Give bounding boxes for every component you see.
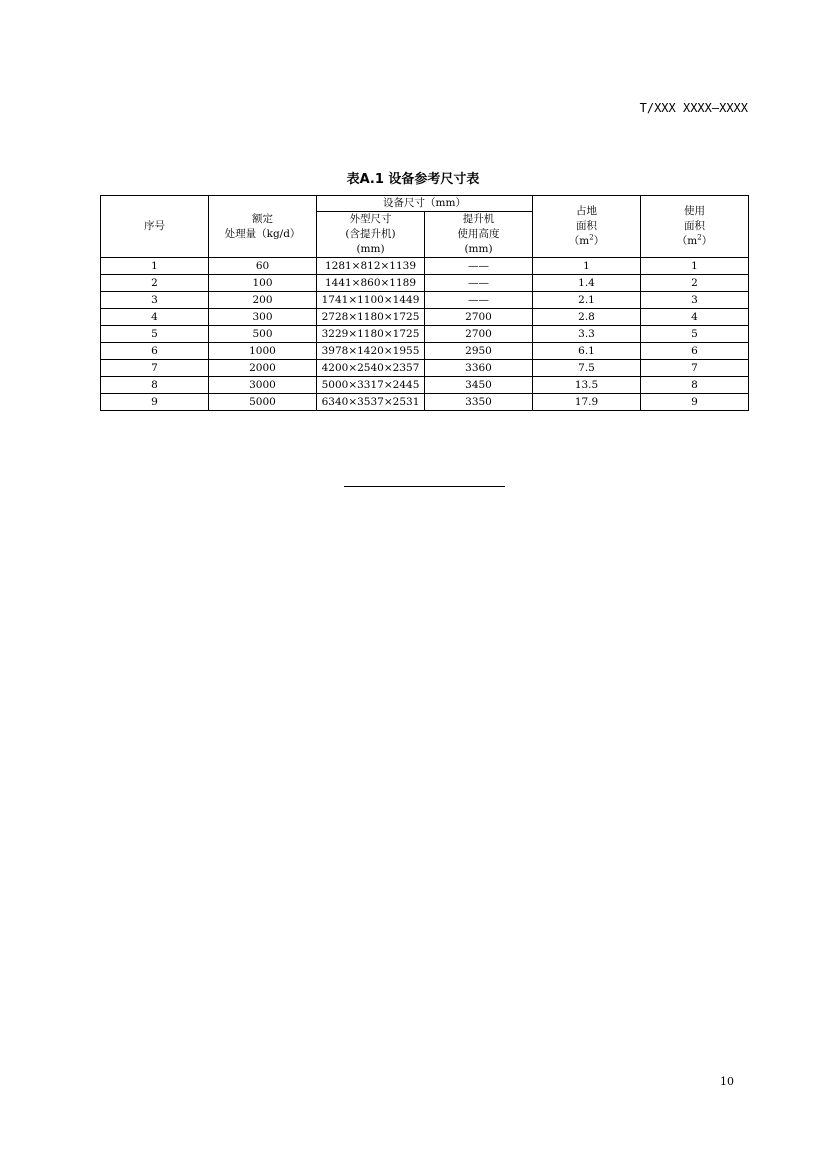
header-outer-dimensions: 外型尺寸 (含提升机) (mm) xyxy=(317,212,425,258)
table-row xyxy=(101,394,749,411)
cell-use: 6 xyxy=(641,343,749,360)
table-row xyxy=(101,292,749,309)
cell-outer: 4200×2540×2357 xyxy=(317,360,425,377)
header-row-1 xyxy=(101,196,749,212)
header-lift-height: 提升机 使用高度 (mm) xyxy=(425,212,533,258)
cell-floor: 1.4 xyxy=(533,275,641,292)
cell-seq: 2 xyxy=(101,275,209,292)
cell-lift: —— xyxy=(425,275,533,292)
cell-floor: 3.3 xyxy=(533,326,641,343)
cell-floor: 1 xyxy=(533,258,641,275)
cell-floor: 2.1 xyxy=(533,292,641,309)
cell-capacity: 5000 xyxy=(209,394,317,411)
cell-seq: 5 xyxy=(101,326,209,343)
cell-capacity: 3000 xyxy=(209,377,317,394)
cell-lift: 3360 xyxy=(425,360,533,377)
cell-floor: 13.5 xyxy=(533,377,641,394)
cell-lift: 2950 xyxy=(425,343,533,360)
cell-lift: 2700 xyxy=(425,309,533,326)
header-seq: 序号 xyxy=(101,196,209,258)
cell-lift: 3350 xyxy=(425,394,533,411)
cell-use: 3 xyxy=(641,292,749,309)
table-row xyxy=(101,360,749,377)
cell-capacity: 60 xyxy=(209,258,317,275)
cell-seq: 4 xyxy=(101,309,209,326)
cell-capacity: 2000 xyxy=(209,360,317,377)
cell-use: 4 xyxy=(641,309,749,326)
cell-seq: 9 xyxy=(101,394,209,411)
cell-outer: 1281×812×1139 xyxy=(317,258,425,275)
cell-use: 7 xyxy=(641,360,749,377)
cell-seq: 7 xyxy=(101,360,209,377)
cell-use: 8 xyxy=(641,377,749,394)
cell-seq: 8 xyxy=(101,377,209,394)
table-row xyxy=(101,326,749,343)
cell-outer: 1741×1100×1449 xyxy=(317,292,425,309)
table-title: 表A.1 设备参考尺寸表 xyxy=(346,172,480,187)
table-body xyxy=(101,258,749,411)
cell-outer: 2728×1180×1725 xyxy=(317,309,425,326)
cell-use: 9 xyxy=(641,394,749,411)
cell-capacity: 1000 xyxy=(209,343,317,360)
header-capacity: 额定 处理量（kg/d） xyxy=(209,196,317,258)
table-row xyxy=(101,309,749,326)
cell-lift: 3450 xyxy=(425,377,533,394)
cell-floor: 2.8 xyxy=(533,309,641,326)
header-dimension-group: 设备尺寸（mm） xyxy=(317,196,533,212)
cell-capacity: 500 xyxy=(209,326,317,343)
cell-seq: 3 xyxy=(101,292,209,309)
cell-use: 1 xyxy=(641,258,749,275)
document-code: T/XXX XXXX—XXXX xyxy=(639,101,748,115)
cell-use: 5 xyxy=(641,326,749,343)
table-row xyxy=(101,377,749,394)
cell-outer: 3978×1420×1955 xyxy=(317,343,425,360)
cell-floor: 6.1 xyxy=(533,343,641,360)
cell-outer: 3229×1180×1725 xyxy=(317,326,425,343)
page-number: 10 xyxy=(720,1075,734,1088)
cell-floor: 7.5 xyxy=(533,360,641,377)
end-of-document-rule xyxy=(344,486,505,487)
cell-lift: 2700 xyxy=(425,326,533,343)
table-row xyxy=(101,343,749,360)
equipment-dimension-table xyxy=(100,195,749,411)
cell-capacity: 200 xyxy=(209,292,317,309)
cell-seq: 6 xyxy=(101,343,209,360)
cell-capacity: 300 xyxy=(209,309,317,326)
table-row xyxy=(101,275,749,292)
header-usable-area: 使用 面积 $(m^2)$ xyxy=(641,196,749,258)
header-floor-area: 占地 面积 $(m^2)$ xyxy=(533,196,641,258)
cell-use: 2 xyxy=(641,275,749,292)
cell-outer: 1441×860×1189 xyxy=(317,275,425,292)
table-row xyxy=(101,258,749,275)
cell-seq: 1 xyxy=(101,258,209,275)
cell-floor: 17.9 xyxy=(533,394,641,411)
cell-capacity: 100 xyxy=(209,275,317,292)
cell-lift: —— xyxy=(425,292,533,309)
cell-outer: 6340×3537×2531 xyxy=(317,394,425,411)
cell-outer: 5000×3317×2445 xyxy=(317,377,425,394)
cell-lift: —— xyxy=(425,258,533,275)
